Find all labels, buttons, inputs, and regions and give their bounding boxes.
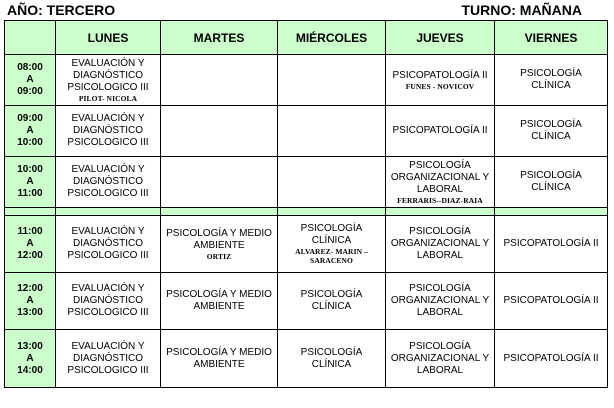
- subject-name: CLÍNICA: [531, 131, 571, 142]
- subject-name: DIAGNÓSTICO: [72, 352, 143, 364]
- time-slot-cell: [5, 330, 56, 388]
- subject-name: LABORAL: [416, 364, 464, 376]
- schedule-row: [5, 330, 608, 388]
- class-cell: [386, 216, 495, 273]
- day-header-jueves: JUEVES: [386, 21, 495, 55]
- subject-name: EVALUACIÓN Y: [71, 340, 145, 352]
- class-cell: [56, 273, 161, 330]
- subject-name: CLÍNICA: [531, 182, 571, 193]
- subject-name: PSICOLOGÍA Y MEDIO: [166, 346, 272, 358]
- day-header-row: [5, 21, 608, 55]
- subject-name: PSICOLOGÍA: [409, 159, 471, 171]
- class-cell: [278, 106, 386, 157]
- subject-name: PSICOLOGÍA Y MEDIO: [166, 227, 272, 239]
- subject-name: PSICOLOGÍA: [409, 226, 471, 237]
- class-cell: [386, 106, 495, 157]
- time-slot-cell: [5, 106, 56, 157]
- subject-name: CLÍNICA: [311, 235, 352, 246]
- class-cell: [495, 157, 608, 208]
- time-slot-line: A: [26, 125, 34, 136]
- class-cell: [278, 55, 386, 106]
- subject-name: LABORAL: [416, 250, 464, 261]
- subject-name: EVALUACIÓN Y: [71, 57, 145, 69]
- subject-name: DIAGNÓSTICO: [72, 69, 143, 81]
- break-cell: [161, 208, 278, 216]
- time-slot-line: 12:00: [17, 250, 43, 261]
- subject-name: AMBIENTE: [193, 358, 245, 370]
- day-header-viernes: VIERNES: [495, 21, 608, 55]
- subject-name: CLÍNICA: [311, 358, 352, 370]
- subject-name: PSICOPATOLOGÍA II: [503, 352, 599, 364]
- subject-name: PSICOPATOLOGÍA II: [503, 238, 599, 249]
- subject-name: EVALUACIÓN Y: [71, 164, 145, 175]
- schedule-table: [4, 20, 608, 388]
- break-cell: [386, 208, 495, 216]
- class-cell: [278, 330, 386, 388]
- subject-name: DIAGNÓSTICO: [72, 238, 143, 249]
- subject-name: CLÍNICA: [311, 301, 352, 312]
- subject-name: DIAGNÓSTICO: [72, 295, 143, 306]
- class-cell: [56, 55, 161, 106]
- break-cell: [495, 208, 608, 216]
- teacher-names: PILOT- NICOLA: [78, 93, 138, 103]
- class-cell: [56, 216, 161, 273]
- subject-name: PSICOLOGÍA: [300, 346, 363, 358]
- break-cell: [56, 208, 161, 216]
- time-slot-cell: [5, 216, 56, 273]
- subject-name: PSICOLOGICO III: [67, 250, 149, 261]
- time-slot-line: A: [26, 352, 34, 364]
- time-slot-line: 09:00: [17, 86, 43, 97]
- class-cell: [56, 157, 161, 208]
- schedule-row: [5, 273, 608, 330]
- subject-name: EVALUACIÓN Y: [71, 226, 145, 237]
- subject-name: PSICOLOGICO III: [67, 364, 149, 376]
- time-slot-line: A: [26, 176, 34, 187]
- subject-name: PSICOLOGÍA: [300, 223, 363, 234]
- time-slot-line: A: [26, 238, 34, 249]
- subject-name: ORGANIZACIONAL Y: [390, 352, 490, 364]
- subject-name: PSICOLOGÍA: [409, 340, 471, 352]
- subject-name: PSICOLOGÍA: [409, 283, 471, 294]
- class-cell: [278, 157, 386, 208]
- subject-name: EVALUACIÓN Y: [71, 113, 145, 124]
- class-cell: [386, 157, 495, 208]
- subject-name: PSICOLOGICO III: [67, 81, 149, 93]
- time-slot-cell: [5, 55, 56, 106]
- subject-name: LABORAL: [416, 307, 464, 318]
- subject-name: PSICOPATOLOGÍA II: [392, 125, 488, 136]
- subject-name: ORGANIZACIONAL Y: [390, 238, 490, 249]
- class-cell: [161, 106, 278, 157]
- class-cell: [161, 157, 278, 208]
- time-slot-line: 10:00: [17, 137, 43, 148]
- class-cell: [495, 216, 608, 273]
- time-slot-cell: [5, 273, 56, 330]
- shift-label: TURNO: MAÑANA: [461, 2, 582, 18]
- time-slot-line: 13:00: [17, 307, 43, 318]
- subject-name: PSICOPATOLOGÍA II: [503, 295, 599, 306]
- subject-name: PSICOLOGICO III: [67, 307, 149, 318]
- class-cell: [161, 55, 278, 106]
- class-cell: [278, 216, 386, 273]
- subject-name: ORGANIZACIONAL Y: [390, 171, 490, 183]
- class-cell: [161, 330, 278, 388]
- class-cell: [495, 106, 608, 157]
- subject-name: PSICOLOGÍA Y MEDIO: [166, 289, 272, 300]
- class-cell: [495, 330, 608, 388]
- class-cell: [495, 55, 608, 106]
- time-slot-line: 12:00: [17, 283, 43, 294]
- subject-name: AMBIENTE: [193, 239, 245, 251]
- break-row: [5, 208, 608, 216]
- subject-name: PSICOLOGÍA: [520, 119, 582, 130]
- time-slot-line: 10:00: [17, 164, 43, 175]
- class-cell: [161, 216, 278, 273]
- subject-name: DIAGNÓSTICO: [72, 125, 143, 136]
- schedule-row: [5, 106, 608, 157]
- corner-cell: [5, 21, 56, 55]
- time-slot-line: 08:00: [17, 62, 43, 73]
- teacher-names: FERRARIS--DIAZ-RAIA: [397, 195, 483, 205]
- time-slot-line: 11:00: [17, 226, 43, 237]
- subject-name: AMBIENTE: [193, 301, 245, 312]
- subject-name: PSICOLOGÍA: [520, 68, 582, 79]
- subject-name: LABORAL: [416, 183, 464, 195]
- class-cell: [161, 273, 278, 330]
- class-cell: [56, 106, 161, 157]
- subject-name: CLÍNICA: [531, 80, 571, 91]
- class-cell: [386, 273, 495, 330]
- time-slot-line: A: [26, 295, 34, 306]
- day-header-martes: MARTES: [161, 21, 278, 55]
- subject-name: ORGANIZACIONAL Y: [390, 295, 490, 306]
- break-cell: [5, 208, 56, 216]
- teacher-names: ORTIZ: [206, 251, 232, 261]
- class-cell: [278, 273, 386, 330]
- class-cell: [386, 55, 495, 106]
- day-header-lunes: LUNES: [56, 21, 161, 55]
- time-slot-cell: [5, 157, 56, 208]
- time-slot-line: 09:00: [17, 113, 43, 124]
- page-header: [0, 0, 614, 20]
- time-slot-line: 11:00: [17, 188, 43, 199]
- time-slot-line: 14:00: [17, 364, 43, 376]
- schedule-row: [5, 157, 608, 208]
- subject-name: PSICOPATOLOGÍA II: [392, 69, 488, 81]
- subject-name: PSICOLOGICO III: [67, 137, 149, 148]
- time-slot-line: A: [26, 74, 34, 85]
- schedule-row: [5, 55, 608, 106]
- subject-name: EVALUACIÓN Y: [71, 283, 145, 294]
- subject-name: PSICOLOGICO III: [67, 188, 149, 199]
- subject-name: PSICOLOGÍA: [520, 170, 582, 181]
- time-slot-line: 13:00: [17, 340, 43, 352]
- day-header-miercoles: MIÉRCOLES: [278, 21, 386, 55]
- year-label: AÑO: TERCERO: [7, 2, 116, 18]
- subject-name: DIAGNÓSTICO: [72, 176, 143, 187]
- class-cell: [386, 330, 495, 388]
- class-cell: [495, 273, 608, 330]
- subject-name: PSICOLOGÍA: [300, 289, 363, 300]
- schedule-row: [5, 216, 608, 273]
- teacher-names: ALVAREZ- MARIN – SARACENO: [295, 247, 368, 265]
- teacher-names: FUNES - NOVICOV: [405, 81, 475, 91]
- break-cell: [278, 208, 386, 216]
- class-cell: [56, 330, 161, 388]
